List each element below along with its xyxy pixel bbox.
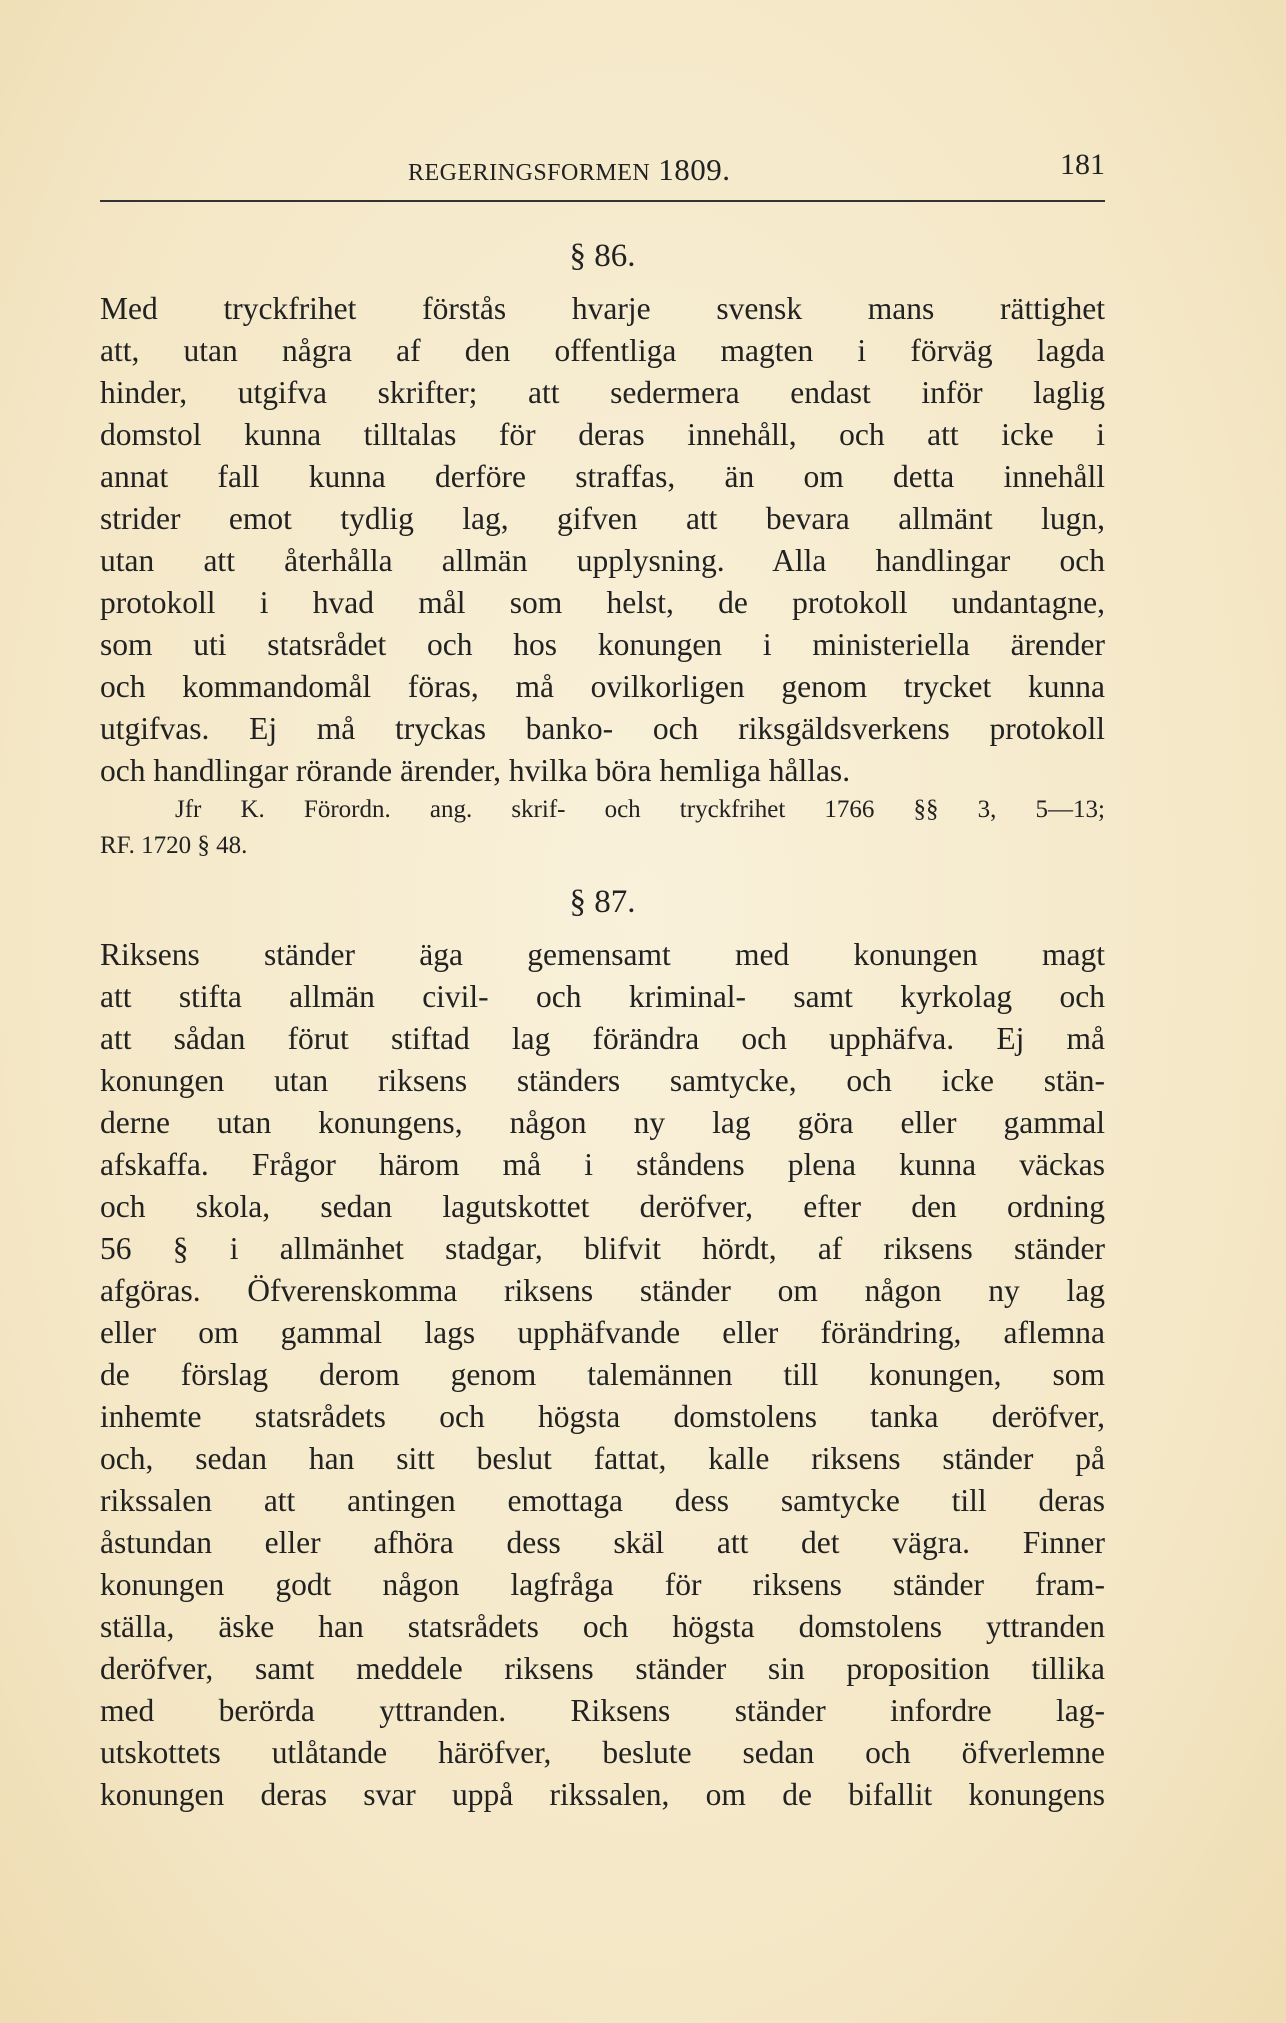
text-line: derne utan konungens, någon ny lag göra eller gammal: [100, 1105, 1105, 1140]
text-line: utskottets utlåtande häröfver, beslute sedan och öfverlemne: [100, 1735, 1105, 1770]
text-line: och kommandomål föras, må ovilkorligen genom trycket kunna: [100, 669, 1105, 704]
text-line: och skola, sedan lagutskottet deröfver, efter den ordning: [100, 1189, 1105, 1224]
text-line: 56 § i allmänhet stadgar, blifvit hördt, af riksens ständer: [100, 1231, 1105, 1266]
footnote-86: [100, 792, 1105, 864]
text-line: eller om gammal lags upphäfvande eller förändring, aflemna: [100, 1315, 1105, 1350]
paragraph-87: [100, 934, 1105, 1816]
section-heading-87: § 87.: [569, 884, 636, 920]
text-line: ställa, äske han statsrådets och högsta domstolens yttranden: [100, 1609, 1105, 1644]
text-line: Riksens ständer äga gemensamt med konungen magt: [100, 937, 1105, 972]
text-line: deröfver, samt meddele riksens ständer sin proposition tillika: [100, 1651, 1105, 1686]
header-rule: [100, 200, 1105, 202]
page-header: [100, 146, 1105, 190]
text-line: konungen godt någon lagfråga för riksens ständer fram-: [100, 1567, 1105, 1602]
text-line: protokoll i hvad mål som helst, de protokoll undantagne,: [100, 585, 1105, 620]
text-line: domstol kunna tilltalas för deras innehåll, och att icke i: [100, 417, 1105, 452]
text-line: inhemte statsrådets och högsta domstolens tanka deröfver,: [100, 1399, 1105, 1434]
text-line: utgifvas. Ej må tryckas banko- och riksgäldsverkens protokoll: [100, 711, 1105, 746]
text-line: afskaffa. Frågor härom må i ståndens plena kunna väckas: [100, 1147, 1105, 1182]
text-line: och handlingar rörande ärender, hvilka böra hemliga hållas.: [100, 753, 851, 788]
body-text: [100, 232, 1105, 1816]
note-line: Jfr K. Förordn. ang. skrif- och tryckfrihet 1766 §§ 3, 5—13;: [175, 796, 1105, 823]
text-line: att, utan några af den offentliga magten i förväg lagda: [100, 333, 1105, 368]
text-line: Med tryckfrihet förstås hvarje svensk mans rättighet: [100, 291, 1105, 326]
section-heading-86: § 86.: [569, 238, 636, 274]
running-title-text: REGERINGSFORMEN: [408, 160, 651, 186]
text-line: och, sedan han sitt beslut fattat, kalle riksens ständer på: [100, 1441, 1105, 1476]
text-line: afgöras. Öfverenskomma riksens ständer om någon ny lag: [100, 1273, 1105, 1308]
running-title-year: 1809.: [658, 152, 731, 187]
text-line: som uti statsrådet och hos konungen i ministeriella ärender: [100, 627, 1105, 662]
page-number: 181: [1060, 148, 1105, 181]
running-title: [408, 152, 730, 188]
text-line: med berörda yttranden. Riksens ständer infordre lag-: [100, 1693, 1105, 1728]
text-line: att sådan förut stiftad lag förändra och upphäfva. Ej må: [100, 1021, 1105, 1056]
text-line: åstundan eller afhöra dess skäl att det vägra. Finner: [100, 1525, 1105, 1560]
text-line: konungen deras svar uppå rikssalen, om de bifallit konungens: [100, 1777, 1105, 1812]
text-line: strider emot tydlig lag, gifven att bevara allmänt lugn,: [100, 501, 1105, 536]
text-line: de förslag derom genom talemännen till konungen, som: [100, 1357, 1105, 1392]
text-line: utan att återhålla allmän upplysning. Alla handlingar och: [100, 543, 1105, 578]
text-line: konungen utan riksens ständers samtycke, och icke stän-: [100, 1063, 1105, 1098]
text-line: hinder, utgifva skrifter; att sedermera endast inför laglig: [100, 375, 1105, 410]
text-line: att stifta allmän civil- och kriminal- samt kyrkolag och: [100, 979, 1105, 1014]
text-line: annat fall kunna derföre straffas, än om detta innehåll: [100, 459, 1105, 494]
note-line: RF. 1720 § 48.: [100, 832, 248, 859]
paragraph-86: [100, 288, 1105, 792]
text-line: rikssalen att antingen emottaga dess samtycke till deras: [100, 1483, 1105, 1518]
